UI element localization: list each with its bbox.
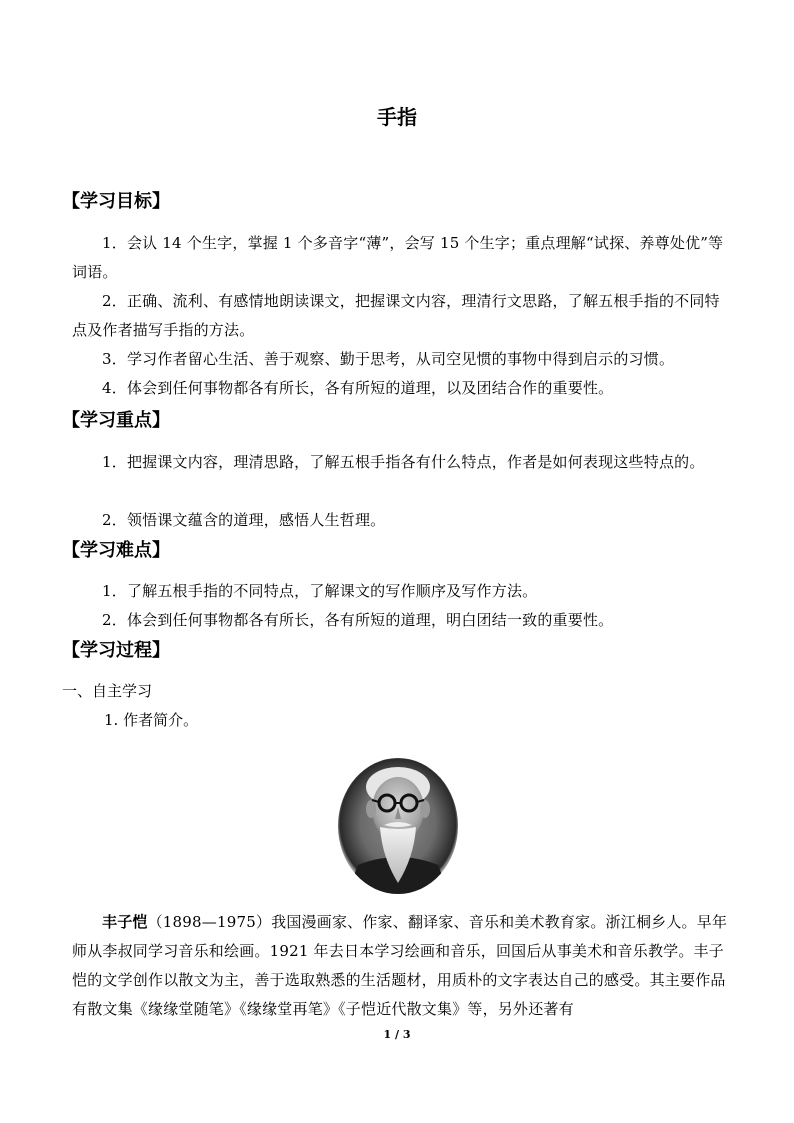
section-heading-key-points: 【学习重点】	[62, 410, 170, 431]
goal-item-2: 2．正确、流利、有感情地朗读课文，把握课文内容，理清行文思路，了解五根手指的不同特点及作者描写手指的方法。	[72, 292, 720, 339]
key-point-item-1: 1．把握课文内容，理清思路，了解五根手指各有什么特点，作者是如何表现这些特点的。	[102, 453, 705, 471]
page-number: 1 / 3	[383, 1028, 411, 1041]
author-bio-paragraph	[72, 908, 732, 1024]
difficulty-item-1: 1．了解五根手指的不同特点，了解课文的写作顺序及写作方法。	[102, 582, 538, 600]
page-title: 手指	[377, 105, 417, 129]
section-heading-goals: 【学习目标】	[62, 191, 170, 212]
author-portrait-image	[336, 757, 460, 895]
author-name: 丰子恺	[102, 913, 148, 931]
key-point-item-2: 2．领悟课文蕴含的道理，感悟人生哲理。	[102, 511, 386, 529]
process-sub-heading: 一、自主学习	[62, 682, 153, 700]
goal-item-3: 3．学习作者留心生活、善于观察、勤于思考，从司空见惯的事物中得到启示的习惯。	[102, 350, 675, 368]
goal-item-1: 1．会认 14 个生字，掌握 1 个多音字“薄”，会写 15 个生字；重点理解“试探、养尊处优”等词语。	[72, 234, 724, 281]
section-heading-process: 【学习过程】	[62, 640, 170, 661]
author-bio-text: （1898—1975）我国漫画家、作家、翻译家、音乐和美术教育家。浙江桐乡人。早年师从李叔同学习音乐和绘画。1921 年去日本学习绘画和音乐，回国后从事美术和音乐教学。丰子恺的文学创作以散文为主，善于选取熟悉的生活题材，用质朴的文字表达自己的感受。其主要作品有散文集《缘缘堂随笔》《缘缘堂再笔》《子恺近代散文集》等，另外还著有	[72, 913, 728, 1018]
process-sub-item: 1. 作者简介。	[104, 711, 199, 729]
goal-item-4: 4．体会到任何事物都各有所长，各有所短的道理，以及团结合作的重要性。	[102, 379, 614, 397]
difficulty-item-2: 2．体会到任何事物都各有所长，各有所短的道理，明白团结一致的重要性。	[102, 611, 614, 629]
section-heading-difficulties: 【学习难点】	[62, 540, 170, 561]
